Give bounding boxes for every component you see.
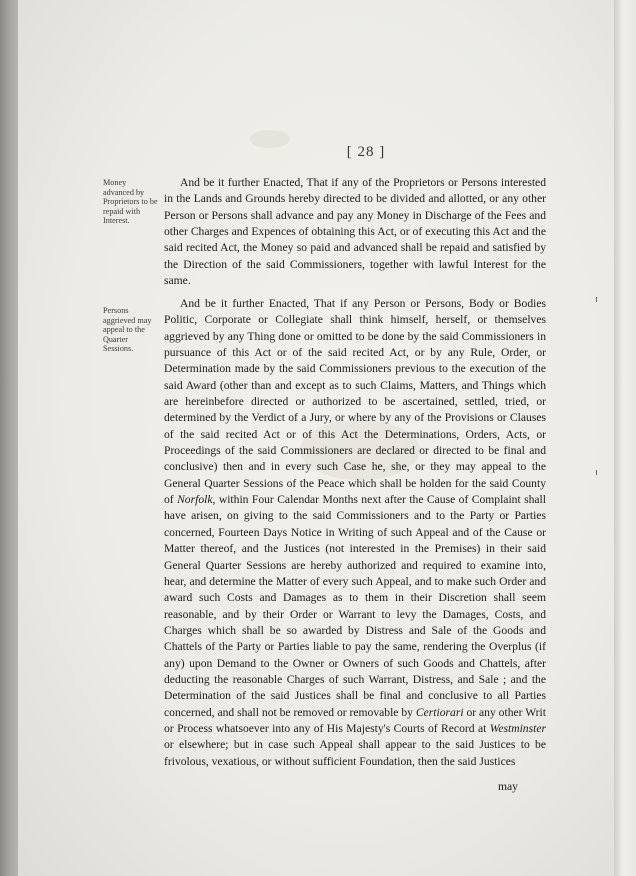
paragraph-money-advanced: And be it further Enacted, That if any of the Proprietors or Persons interested in the Lands and Grounds hereby directed to be divided and allotted, or any other Person or Persons shall advance and pay any Money in Discharge of the Fees and other Charges and Expences of obtaining this Act, or of executing this Act and the said recited Act, the Money so paid and advanced shall be repaid and satisfied by the Direction of the said Commissioners, together with lawful Interest for the same. [164, 176, 546, 288]
next-page-edge [614, 0, 636, 876]
paper-mark [596, 297, 597, 302]
county-name: Norfolk [177, 493, 213, 507]
paragraph-text: or any other Writ or Process whatsoever into any of His Majesty's Courts of Record at [164, 705, 546, 735]
paragraph-text: , within Four Calendar Months next after the Cause of Complaint shall have arisen, on giving to the said Commissioners and to the Party or Parties concerned, Fourteen Days Notice in Writing of such Appeal and of the Cause or Matter thereof, and the Justices (not interested in the Premises) in their said General Quarter Sessions are hereby authorized and required to examine into, hear, and determine the Matter of every such Appeal, and to make such Order and award such Costs and Damages as to them in their Discretion shall seem reasonable, and by their Order or Warrant to levy the Damages, Costs, and Charges which shall be so awarded by Distress and Sale of the Goods and Chattels of the Party or Parties liable to pay the same, rendering the Overplus (if any) upon Demand to the Owner or Owners of such Goods and Chattels, after deducting the reasonable Charges of such Warrant, Distress, and Sale ; and the Determination of the said Justices shall be final and conclusive to all Parties concerned, and shall not be removed or removable by [164, 493, 546, 719]
paper-mark [596, 470, 597, 475]
page-number: [ 28 ] [346, 144, 386, 160]
court-location: Westminster [489, 721, 546, 735]
paragraph-text: And be it further Enacted, That if any Person or Persons, Body or Bodies Politic, Corporate or Collegiate shall think himself, herself, or themselves aggrieved by any Thing done or omitted to be done by the said Commissioners in pursuance of this Act or of the said recited Act, or by any Rule, Order, or Determination made by the said Commissioners previous to the execution of the said Award (other than and except as to such Claims, Matters, and Things which are hereinbefore directed or authorized to be ascertained, settled, tried, or determined by the Verdict of a Jury, or where by any of the Provisions or Clauses of the said recited Act or of this Act the Determinations, Orders, Acts, or Proceedings of the said Commissioners are declared or directed to be final and conclusive) then and in every such Case he, she, or they may appeal to the General Quarter Sessions of the Peace which shall be holden for the said County of [164, 297, 546, 507]
writ-name: Certiorari [415, 705, 464, 719]
paragraph-text: or elsewhere; but in case such Appeal shall appear to the said Justices to be frivolous, vexatious, or without sufficient Foundation, then the said Justices [164, 738, 546, 768]
sidenote-money-advanced: Money advanced by Proprietors to be repaid with Interest. [103, 178, 158, 226]
catchword: may [498, 780, 518, 793]
paragraph-appeal [164, 296, 546, 770]
sidenote-persons-aggrieved: Persons aggrieved may appeal to the Quarter Sessions. [103, 306, 152, 354]
